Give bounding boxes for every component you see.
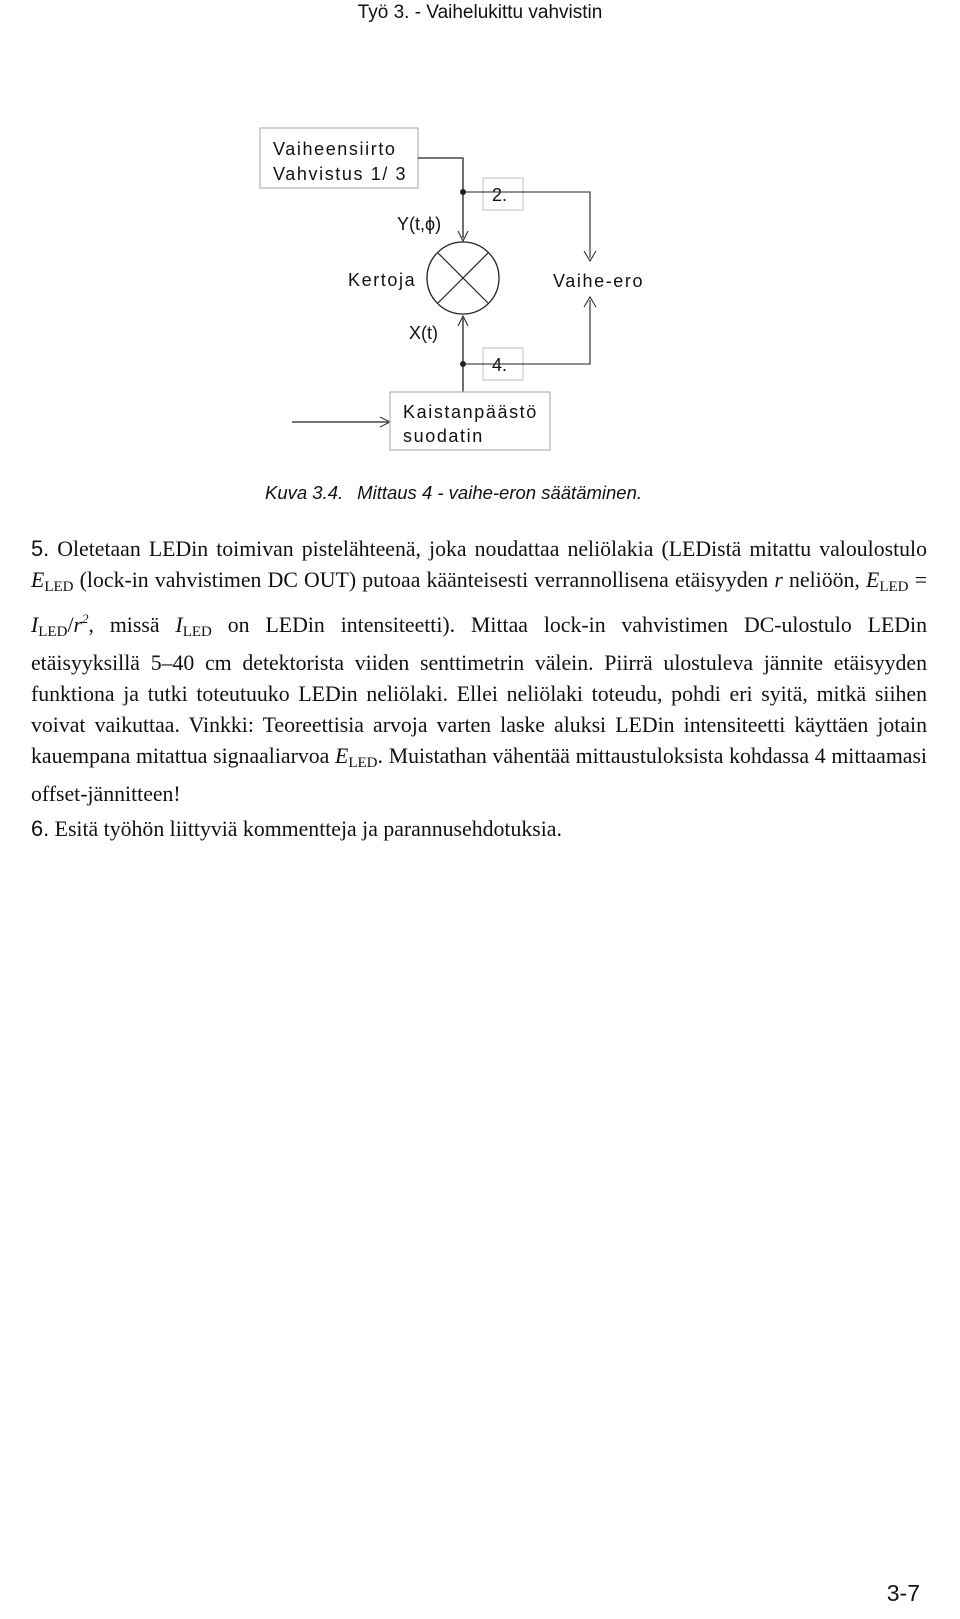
s5-text-2: (lock-in vahvistimen DC OUT) putoaa käänteisesti verrannollisena etäisyyden [73,568,775,592]
block-diagram [0,0,960,470]
s5-text-3: neliöön, [782,568,867,592]
slash: / [67,613,74,637]
multiplier-label: Kertoja [348,270,417,290]
figure-caption [265,482,642,504]
point-4-label: 4. [492,355,508,375]
phase-difference-connector [463,300,590,364]
i-led-symbol-1: $I_{LED}$ [31,613,68,640]
section-5-paragraph [31,533,927,810]
phase-difference-label: Vaihe-ero [553,271,645,291]
r-symbol: r [774,568,783,592]
e-led-symbol-3: $E_{LED}$ [335,744,378,771]
s5-text-1: Oletetaan LEDin toimivan pistelähteenä, joka noudattaa neliölakia (LEDistä mitattu valoulostulo [49,537,927,561]
section-6-number: 6. [31,816,50,841]
caption-number: Kuva 3.4. [265,482,344,503]
x-signal-label: X(t) [409,323,438,343]
phase-shift-label-2: Vahvistus 1/ 3 [273,164,408,184]
s5-text-5: on LEDin intensiteetti). Mittaa lock-in vahvistimen DC-ulostulo LEDin etäisyyksillä 5–40 cm detektorista viiden senttimetrin välein. Piirrä ulostuleva jännite etäisyyden funktiona ja tutki toteutuuko LEDin neliölaki. Ellei neliölaki toteudu, pohdi eri syitä, mitkä siihen voivat vaikuttaa. Vinkki: Teoreettisia arvoja varten laske aluksi LEDin intensiteetti käyttäen jotain kauempana mitattua signaaliarvoa [31,613,927,768]
phase-shift-label-1: Vaiheensiirto [273,139,397,159]
page-header: Työ 3. - Vaihelukittu vahvistin [357,2,603,23]
y-signal-label: Y(t,ϕ) [397,214,442,234]
equals-sign: = [908,568,927,592]
r-squared-symbol: $r^2$ [73,611,89,637]
section-6-text: Esitä työhön liittyviä kommentteja ja parannusehdotuksia. [49,817,562,841]
page-number: 3-7 [886,1580,920,1606]
point-2-label: 2. [492,185,508,205]
e-led-symbol-2: $E_{LED}$ [866,568,909,595]
filter-label-2: suodatin [403,426,484,446]
section-6-paragraph [31,813,927,845]
s5-text-4: , missä [88,613,176,637]
s5-text-6: . Muistathan vähentää mittaustuloksista kohdassa 4 mittaamasi offset-jännitteen! [31,744,927,806]
filter-label-1: Kaistanpäästö [403,402,538,422]
caption-text: Mittaus 4 - vaihe-eron säätäminen. [357,482,643,503]
e-led-symbol-1: $E_{LED}$ [31,568,74,595]
i-led-symbol-2: $I_{LED}$ [175,613,212,640]
section-5-number: 5. [31,536,50,561]
